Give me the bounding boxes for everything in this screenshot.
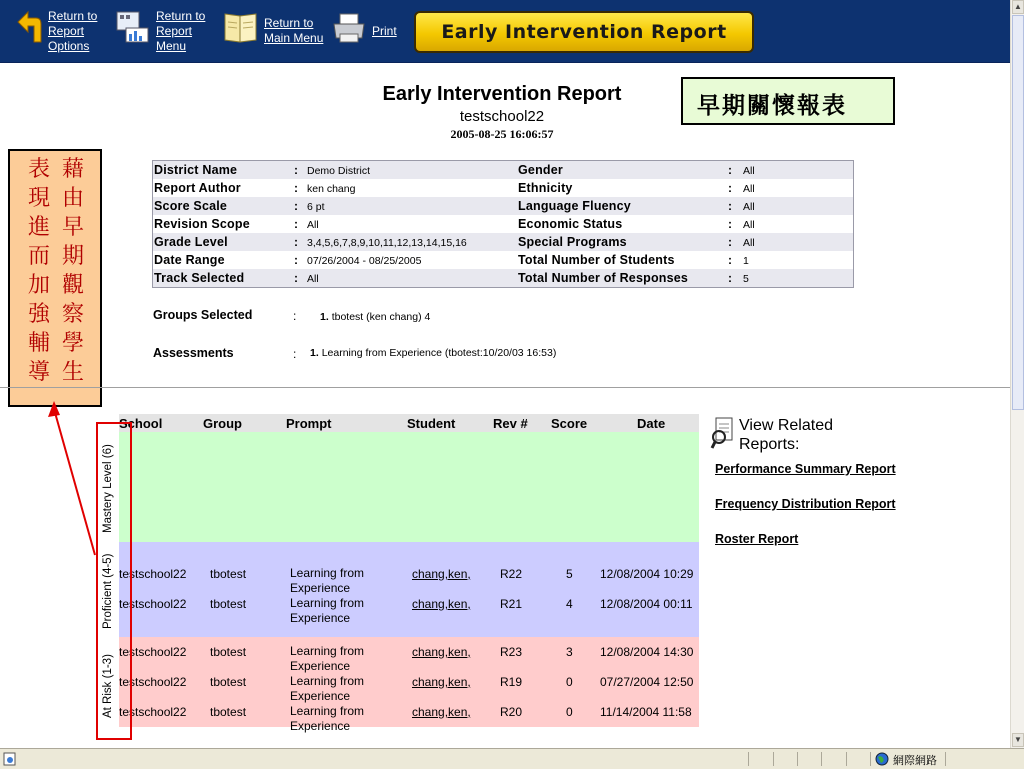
rev-cell: R22 <box>500 567 523 581</box>
header-school[interactable]: School <box>119 416 163 431</box>
report-title: Early Intervention Report <box>382 83 622 105</box>
frequency-distribution-link[interactable]: Frequency Distribution Report <box>715 497 896 511</box>
parameter-value: All <box>743 237 755 249</box>
parameter-colon: : <box>728 253 732 267</box>
score-cell: 3 <box>566 645 573 659</box>
parameter-row <box>153 251 853 269</box>
parameter-value: All <box>743 183 755 195</box>
annotation-column-right: 藉由早期觀察學生 <box>61 157 84 385</box>
parameter-colon: : <box>294 163 298 177</box>
status-segment <box>846 752 847 766</box>
date-cell: 11/14/2004 11:58 <box>600 705 692 719</box>
rev-cell: R19 <box>500 675 523 689</box>
parameter-label: Revision Scope <box>154 217 250 231</box>
parameter-colon: : <box>728 163 732 177</box>
header-prompt[interactable]: Prompt <box>286 416 332 431</box>
student-link[interactable]: chang,ken, <box>412 567 471 581</box>
score-cell: 4 <box>566 597 573 611</box>
scroll-down-icon[interactable]: ▼ <box>1012 733 1024 747</box>
roster-report-link[interactable]: Roster Report <box>715 532 799 546</box>
parameter-row <box>153 215 853 233</box>
groups-selected-label: Groups Selected <box>153 308 253 322</box>
header-score[interactable]: Score <box>551 416 588 431</box>
parameter-label: Grade Level <box>154 235 228 249</box>
date-cell: 07/27/2004 12:50 <box>600 675 694 689</box>
toolbar <box>0 0 1010 63</box>
assessments-value: 1. Learning from Experience (tbotest:10/20/03 16:53) <box>310 347 557 359</box>
return-main-menu-link[interactable]: Return to Main Menu <box>264 16 324 45</box>
status-segment <box>748 752 749 766</box>
report-banner: Early Intervention Report <box>414 11 754 53</box>
parameter-row <box>153 269 853 287</box>
group-cell: tbotest <box>210 705 247 719</box>
group-cell: tbotest <box>210 597 247 611</box>
print-link[interactable]: Print <box>372 24 397 38</box>
parameter-label: Track Selected <box>154 271 245 285</box>
rev-cell: R21 <box>500 597 523 611</box>
prompt-cell: Learning from Experience <box>290 644 365 673</box>
parameter-label: Date Range <box>154 253 225 267</box>
school-cell: testschool22 <box>119 705 187 719</box>
student-link[interactable]: chang,ken, <box>412 705 471 719</box>
parameter-value: 07/26/2004 - 08/25/2005 <box>307 255 422 267</box>
back-arrow-icon[interactable] <box>14 10 44 44</box>
parameter-row <box>153 233 853 251</box>
rev-cell: R23 <box>500 645 523 659</box>
parameter-colon: : <box>728 235 732 249</box>
scroll-up-icon[interactable]: ▲ <box>1012 0 1024 14</box>
level-atrisk-label: At Risk (1-3) <box>102 654 114 718</box>
assessments-label: Assessments <box>153 346 234 360</box>
report-menu-icon[interactable] <box>116 10 150 44</box>
parameter-value: Demo District <box>307 165 371 177</box>
page-status-icon <box>3 752 17 766</box>
status-segment <box>773 752 774 766</box>
parameter-value: 6 pt <box>307 201 325 213</box>
score-cell: 0 <box>566 705 573 719</box>
parameter-colon: : <box>294 217 298 231</box>
header-group[interactable]: Group <box>203 416 242 431</box>
parameter-value: All <box>743 219 755 231</box>
status-segment <box>870 752 871 766</box>
parameter-colon: : <box>294 271 298 285</box>
report-datetime: 2005-08-25 16:06:57 <box>450 127 554 141</box>
prompt-cell: Learning from Experience <box>290 596 365 625</box>
status-segment <box>797 752 798 766</box>
parameter-row <box>153 161 853 179</box>
group-cell: tbotest <box>210 675 247 689</box>
parameter-label: District Name <box>154 163 238 177</box>
report-parameters-table <box>152 160 854 288</box>
parameter-value: 5 <box>743 273 749 285</box>
student-link[interactable]: chang,ken, <box>412 675 471 689</box>
parameter-label: Total Number of Responses <box>518 271 689 285</box>
group-cell: tbotest <box>210 645 247 659</box>
parameter-value: ken chang <box>307 183 356 195</box>
parameter-colon: : <box>294 253 298 267</box>
prompt-cell: Learning from Experience <box>290 674 365 703</box>
parameter-colon: : <box>728 271 732 285</box>
prompt-cell: Learning from Experience <box>290 566 365 595</box>
scroll-thumb[interactable] <box>1012 15 1024 410</box>
parameter-colon: : <box>728 181 732 195</box>
parameter-row <box>153 179 853 197</box>
parameter-colon: : <box>294 181 298 195</box>
report-school: testschool22 <box>459 108 545 125</box>
parameter-value: 1 <box>743 255 749 267</box>
date-cell: 12/08/2004 10:29 <box>600 567 694 581</box>
status-bar <box>0 748 1024 769</box>
score-cell: 0 <box>566 675 573 689</box>
parameter-label: Score Scale <box>154 199 228 213</box>
parameter-value: All <box>307 219 319 231</box>
group-cell: tbotest <box>210 567 247 581</box>
parameter-value: All <box>307 273 319 285</box>
student-link[interactable]: chang,ken, <box>412 597 471 611</box>
status-segment <box>945 752 946 766</box>
parameter-colon: : <box>728 217 732 231</box>
assessments-colon: : <box>293 347 297 361</box>
internet-zone-label: 網際網路 <box>893 754 937 767</box>
date-cell: 12/08/2004 00:11 <box>600 597 693 611</box>
parameter-label: Special Programs <box>518 235 627 249</box>
parameter-label: Gender <box>518 163 563 177</box>
parameter-label: Total Number of Students <box>518 253 675 267</box>
date-cell: 12/08/2004 14:30 <box>600 645 694 659</box>
level-mastery-label: Mastery Level (6) <box>102 444 114 533</box>
parameter-colon: : <box>294 199 298 213</box>
chinese-side-annotation <box>8 149 102 407</box>
header-date[interactable]: Date <box>637 416 666 431</box>
parameter-colon: : <box>728 199 732 213</box>
annotation-arrow <box>40 395 110 565</box>
groups-selected-value: 1. tbotest (ken chang) 4 <box>320 311 431 323</box>
school-cell: testschool22 <box>119 675 187 689</box>
printer-icon[interactable] <box>331 12 367 44</box>
parameter-colon: : <box>294 235 298 249</box>
parameter-value: All <box>743 201 755 213</box>
school-cell: testschool22 <box>119 567 187 581</box>
level-proficient-label: Proficient (4-5) <box>102 553 114 629</box>
internet-globe-icon <box>875 752 889 766</box>
student-link[interactable]: chang,ken, <box>412 645 471 659</box>
vertical-scrollbar[interactable] <box>1010 0 1024 748</box>
parameter-row <box>153 197 853 215</box>
prompt-cell: Learning from Experience <box>290 704 365 733</box>
section-divider <box>0 387 1010 388</box>
performance-summary-link[interactable]: Performance Summary Report <box>715 462 896 476</box>
band-mastery <box>119 432 699 542</box>
parameter-label: Language Fluency <box>518 199 631 213</box>
score-cell: 5 <box>566 567 573 581</box>
rev-cell: R20 <box>500 705 523 719</box>
school-cell: testschool22 <box>119 645 187 659</box>
chinese-title-annotation: 早期關懷報表 <box>681 77 895 125</box>
related-reports-icon <box>710 416 736 450</box>
parameter-label: Economic Status <box>518 217 623 231</box>
header-student[interactable]: Student <box>407 416 456 431</box>
parameter-value: 3,4,5,6,7,8,9,10,11,12,13,14,15,16 <box>307 237 467 249</box>
return-report-menu-link[interactable]: Return to Report Menu <box>156 9 206 53</box>
groups-colon: : <box>293 309 297 323</box>
related-reports-title: View Related Reports: <box>739 417 833 453</box>
parameter-value: All <box>743 165 755 177</box>
annotation-column-left: 表現進而加強輔導 <box>27 157 50 385</box>
main-menu-book-icon[interactable] <box>223 10 259 44</box>
parameter-label: Report Author <box>154 181 241 195</box>
header-rev[interactable]: Rev # <box>493 416 528 431</box>
return-report-options-link[interactable]: Return to Report Options <box>48 9 98 53</box>
parameter-label: Ethnicity <box>518 181 573 195</box>
school-cell: testschool22 <box>119 597 187 611</box>
status-segment <box>821 752 822 766</box>
